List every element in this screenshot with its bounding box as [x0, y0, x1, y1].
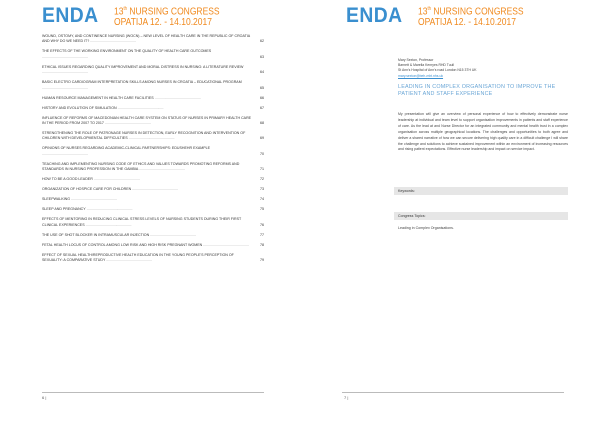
toc-entry-title: THE USE OF SHOT BLOCKER IN INTRAMUSCULAR INJECTION — [42, 232, 150, 237]
toc-leader-dots: .............................................. — [117, 105, 164, 110]
toc-entry-page: 73 — [260, 187, 264, 192]
toc-entry-page: 72 — [260, 177, 264, 182]
congress-title: NURSING CONGRESS — [128, 6, 220, 18]
toc-entry[interactable] — [42, 207, 264, 212]
toc-leader-dots: .............................................. — [42, 70, 88, 75]
congress-title-block — [418, 4, 542, 28]
toc-entry-page: 65 — [260, 85, 264, 90]
toc-leader-dots: .............................................. — [132, 187, 179, 192]
keywords-bar: Keywords: — [394, 187, 568, 195]
footer-divider — [42, 392, 264, 393]
toc-leader-dots: .............................................. — [42, 85, 88, 90]
toc-entry-page: 64 — [260, 70, 264, 75]
toc-entry-title: EFFECTS OF MENTORING IN REDUCING CLINICAL STRESS LEVELS OF NURSING STUDENTS DURING THEIR FIRST CLINICAL EXPERIENCES — [42, 217, 242, 227]
article-title: LEADING IN COMPLEX ORGANISATION TO IMPROVE THE PATIENT AND STAFF EXPERIENCE — [398, 84, 556, 97]
toc-entry[interactable] — [42, 80, 264, 91]
toc-entry-page: 76 — [260, 222, 264, 227]
abstract-text: My presentation will give an overview of personal experience of how to effectively demonstrate nurse leadership at individual and team level to support organisation improvements in patients and staff experience of care. As the lead at and Nurse Director for an integrated community and mental health trust in a complex organisation across multiple geographical locations. The challenges and opportunities to both agree and deliver a shared narrative of how we can secure delivering high quality care in a difficult challenge I will share the challenge and solutions to achieve sustained improvement within an environment of increasing resources and rising patient expectations. Effective nurse leadership and impact on service impact. — [398, 112, 568, 152]
congress-logo — [346, 4, 542, 28]
author-address: St Ann's Hospital of Ann's road London N15 3TH UK — [398, 68, 477, 73]
author-name: Mary Sexton, Professor — [398, 58, 434, 62]
toc-entry-title: HOW TO BE A GOOD LEADER — [42, 177, 93, 182]
toc-entry-page: 67 — [260, 105, 264, 110]
toc-entry[interactable] — [42, 177, 264, 182]
page-number-left: 6 | — [42, 395, 47, 400]
toc-leader-dots: .............................................. — [85, 222, 132, 227]
toc-entry-title: BASIC ELECTRO CARDIOGRAM INTERPRETATION SKILLS AMONG NURSES IN CROATIA – EDUCATIONAL PROGRAM — [42, 80, 242, 85]
congress-location-date: OPATIJA 12. - 14.10.2017 — [417, 17, 516, 29]
toc-entry[interactable] — [42, 253, 264, 264]
toc-entry[interactable] — [42, 65, 264, 76]
toc-entry[interactable] — [42, 197, 264, 202]
footer-divider — [342, 392, 564, 393]
congress-logo — [42, 4, 238, 28]
toc-entry-title: TEACHING AND IMPLEMENTING NURSING CODE OF ETHICS AND VALUES TOWARDS PROMOTING REFORMS AND STANDARDS IN NURSING PROFESSION IN THE GAMBIA — [42, 161, 240, 172]
congress-title: NURSING CONGRESS — [432, 6, 524, 18]
toc-leader-dots: .............................................. — [42, 54, 88, 59]
author-email-link[interactable]: mary.sexton@beh-mht.nhs.uk — [398, 73, 444, 78]
toc-entry[interactable] — [42, 116, 264, 127]
congress-suffix: th — [122, 6, 127, 12]
toc-leader-dots: .............................................. — [93, 177, 140, 182]
toc-entry-page: 77 — [260, 232, 264, 237]
toc-entry-title: HISTORY AND EVOLUTION OF SIMULATION — [42, 105, 117, 110]
toc-leader-dots: .............................................. — [203, 242, 250, 247]
toc-entry-page: 68 — [260, 121, 264, 126]
toc-entry[interactable] — [42, 187, 264, 192]
toc-entry-title: FETAL HEALTH LOCUS OF CONTROL AMONG LOW RISK AND HIGH RISK PREGNANT WOMEN — [42, 242, 203, 247]
toc-entry[interactable] — [42, 146, 264, 157]
toc-entry-title: ORGANIZATION OF HOSPICE CARE FOR CHILDREN — [42, 187, 132, 192]
toc-entry-title: THE EFFECTS OF THE WORKING ENVIRONMENT ON THE QUALITY OF HEALTH CARE OUTCOMES — [42, 49, 212, 54]
toc-entry-title: WOUND, OSTOMY, AND CONTINENCE NURSING (WOCN) – NEW LEVEL OF HEALTH CARE IN THE REPUBLIC OF CROATIA AND WHY DO WE NEED IT? — [42, 34, 250, 44]
congress-topic: Leading in Complex Organisations. — [398, 226, 454, 230]
toc-entry-title: HUMAN RESOURCE MANAGEMENT IN HEALTH CARE FACILITIES — [42, 95, 154, 100]
author-affiliation: Barnett & Marella Kenryes RHD Tuull — [398, 63, 454, 68]
congress-number: 13 — [417, 6, 427, 18]
author-block — [398, 58, 568, 79]
congress-suffix: th — [426, 6, 431, 12]
congress-location-date: OPATIJA 12. - 14.10.2017 — [113, 17, 212, 29]
toc-leader-dots: .............................................. — [71, 197, 117, 202]
toc-entry-page: 69 — [260, 136, 264, 141]
toc-leader-dots: .............................................. — [154, 95, 201, 100]
page-number-right: 7 | — [344, 395, 349, 400]
toc-entry-title: ETHICAL ISSUES REGARDING QUALITY IMPROVEMENT AND MORAL DISTRESS IN NURSING: A LITERATURE REVIEW — [42, 64, 244, 69]
toc-entry-page: 62 — [260, 39, 264, 44]
toc-leader-dots: .............................................. — [139, 167, 186, 172]
toc-entry[interactable] — [42, 243, 264, 248]
toc-entry[interactable] — [42, 34, 264, 45]
toc-entry-title: SLEEP AND PREGNANCY — [42, 207, 86, 212]
toc-entry-title: INFLUENCE OF REFORMS OF MACEDONIAN HEALTH CARE SYSTEM ON STATUS OF NURSES IN PRIMARY HEALTH CARE IN THE PERIOD FROM 2007 TO 2017 — [42, 115, 252, 126]
toc-entry-title: EFFECT OF SEXUAL HEALTH/REPRODUCTIVE HEALTH EDUCATION IN THE YOUNG PEOPLE'S PERCEPTION OF SEXUALITY: A COMPARATIVE STUDY — [42, 252, 234, 263]
toc-leader-dots: .............................................. — [150, 232, 197, 237]
toc-entry[interactable] — [42, 162, 264, 173]
toc-leader-dots: .............................................. — [106, 258, 153, 263]
toc-entry-title: SLEEPWALKING — [42, 197, 71, 202]
toc-entry-title: OPINIONS OF NURSES REGARDING ACADEMIC-CLINICAL PARTNERSHIPS: EDUSHEHR EXAMPLE — [42, 146, 211, 151]
toc-entry-title: STRENGTHENING THE ROLE OF PATRONAGE NURSES IN DETECTION, EARLY RECOGNITION AND INTERVENTION OF CHILDREN WITH DEVELOPMENTAL DIFFICULTIES — [42, 131, 246, 141]
congress-title-block — [114, 4, 238, 28]
congress-topics-bar: Congress Topics: — [394, 212, 568, 220]
toc-entry[interactable] — [42, 49, 264, 60]
toc-leader-dots: .............................................. — [128, 136, 175, 141]
table-of-contents — [42, 34, 264, 268]
toc-entry-page: 75 — [260, 207, 264, 212]
toc-entry-page: 66 — [260, 95, 264, 100]
toc-leader-dots: .............................................. — [90, 39, 137, 44]
toc-entry-page: 63 — [260, 54, 264, 59]
toc-entry[interactable] — [42, 96, 264, 101]
toc-entry-page: 79 — [260, 258, 264, 263]
toc-entry[interactable] — [42, 106, 264, 111]
toc-leader-dots: .............................................. — [86, 207, 133, 212]
toc-entry-page: 70 — [260, 151, 264, 156]
toc-leader-dots: .............................................. — [42, 151, 88, 156]
toc-entry-page: 71 — [260, 167, 264, 172]
toc-entry[interactable] — [42, 131, 264, 142]
toc-entry[interactable] — [42, 233, 264, 238]
toc-entry[interactable] — [42, 217, 264, 228]
congress-number: 13 — [113, 6, 123, 18]
enda-logo-text: ENDA — [42, 4, 99, 27]
toc-leader-dots: .............................................. — [104, 121, 151, 126]
toc-entry-page: 78 — [260, 242, 264, 247]
enda-logo-text: ENDA — [346, 4, 403, 27]
toc-entry-page: 74 — [260, 197, 264, 202]
